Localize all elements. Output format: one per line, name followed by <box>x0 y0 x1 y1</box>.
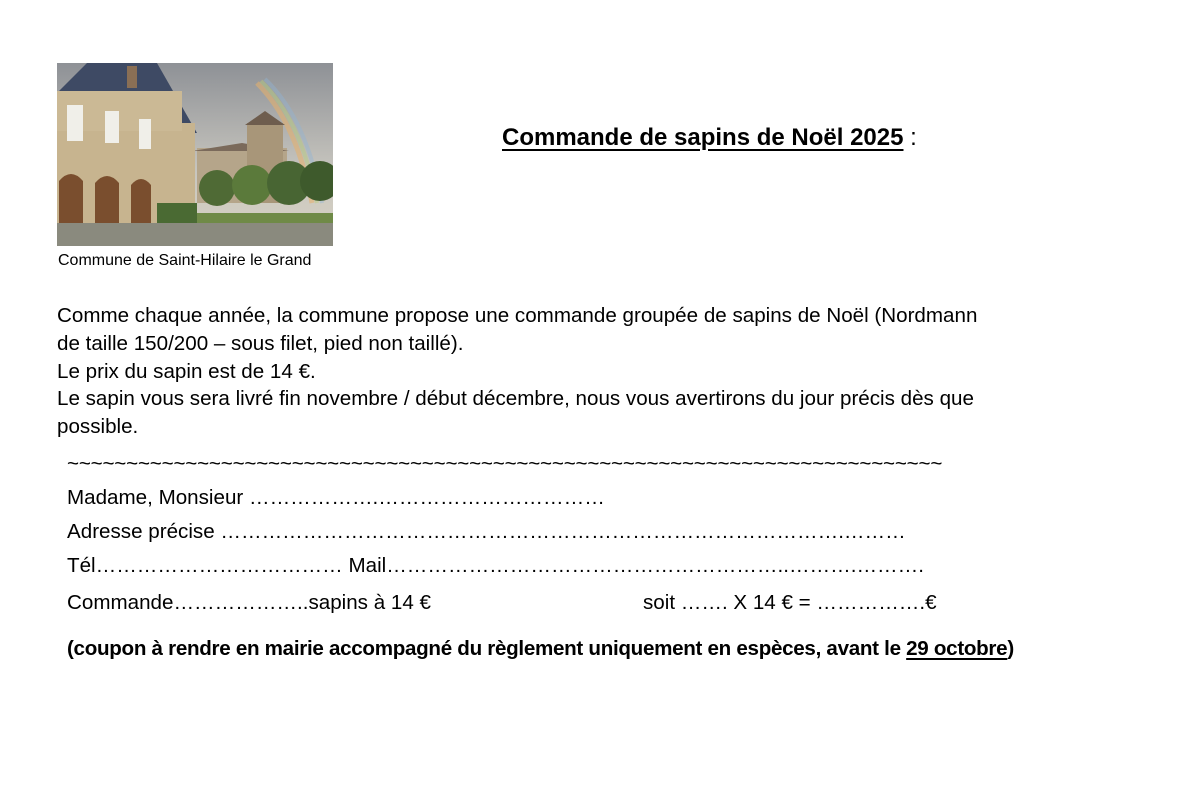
title-colon: : <box>903 124 917 151</box>
intro-line: Le sapin vous sera livré fin novembre / début décembre, nous vous avertirons du jour précis dès que <box>57 387 974 411</box>
order-quantity-field: Commande………………..sapins à 14 € <box>67 591 431 614</box>
intro-paragraph <box>57 302 1152 441</box>
contact-field: Tél……………………………… Mail…………………………………………………..……….………. <box>67 554 924 577</box>
town-hall-image <box>57 63 333 246</box>
coupon-separator: ~~~~~~~~~~~~~~~~~~~~~~~~~~~~~~~~~~~~~~~~~~~~~~~~~~~~~~~~~~~~~~~~~~~~~~~~~~ <box>67 452 943 475</box>
page-title <box>502 124 917 152</box>
deadline-date: 29 octobre <box>906 637 1008 660</box>
intro-line: Comme chaque année, la commune propose une commande groupée de sapins de Noël (Nordmann <box>57 304 978 327</box>
town-hall-photo <box>57 63 333 246</box>
intro-line: possible. <box>57 415 139 439</box>
intro-line: de taille 150/200 – sous filet, pied non taillé). <box>57 331 464 355</box>
photo-caption: Commune de Saint-Hilaire le Grand <box>58 252 312 269</box>
title-text: Commande de sapins de Noël 2025 <box>502 124 904 151</box>
order-total-field: soit ……. X 14 € = …………….€ <box>643 591 937 614</box>
intro-line: Le prix du sapin est de 14 €. <box>57 359 316 383</box>
coupon-note <box>67 637 1014 661</box>
name-field: Madame, Monsieur ……………….…………………………… <box>67 486 605 509</box>
note-text: (coupon à rendre en mairie accompagné du règlement uniquement en espèces, avant le <box>67 637 907 660</box>
note-close: ) <box>1007 637 1014 660</box>
order-row <box>67 591 937 615</box>
address-field: Adresse précise ……………………………………………………………………………….……… <box>67 520 906 543</box>
